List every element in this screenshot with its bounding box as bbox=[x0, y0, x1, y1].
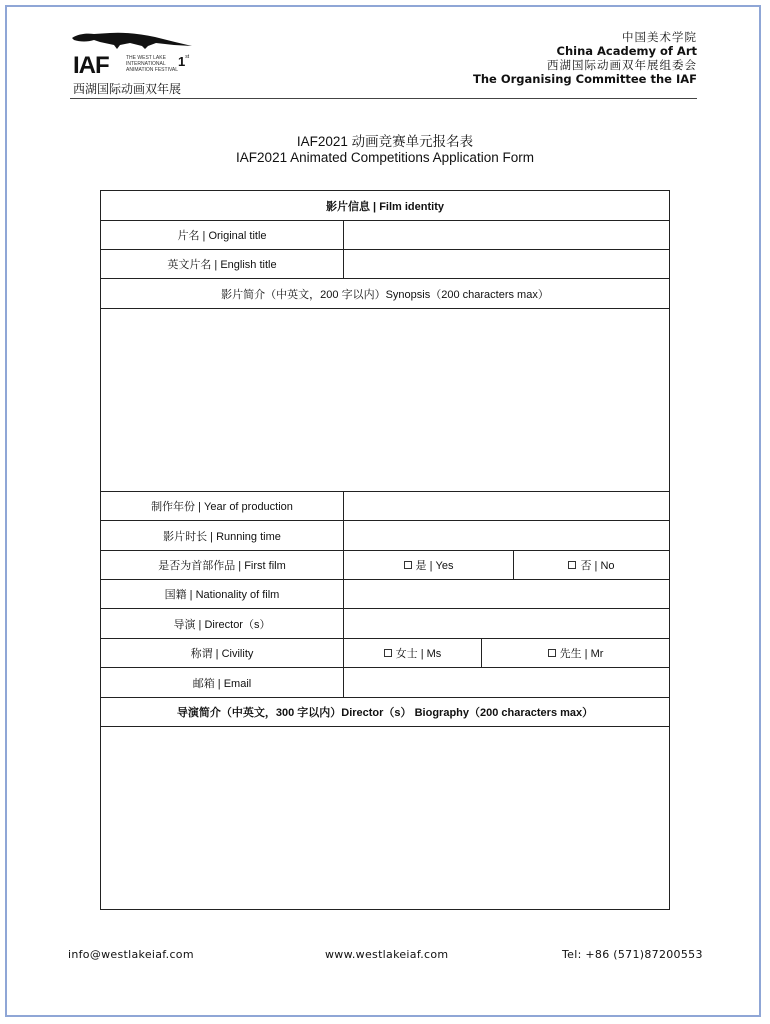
row-civility bbox=[101, 639, 669, 668]
english-title-field[interactable] bbox=[344, 250, 669, 278]
checkbox-icon[interactable] bbox=[548, 649, 556, 657]
row-film-identity bbox=[101, 191, 669, 221]
email-label: 邮箱 | Email bbox=[101, 668, 344, 697]
synopsis-field[interactable] bbox=[101, 309, 669, 492]
row-biography-heading bbox=[101, 698, 669, 727]
original-title-label: 片名 | Original title bbox=[101, 221, 344, 249]
film-identity-heading: 影片信息 | Film identity bbox=[326, 200, 444, 213]
nationality-label: 国籍 | Nationality of film bbox=[101, 580, 344, 608]
logo-subtitle: THE WEST LAKE INTERNATIONAL ANIMATION FESTIVAL bbox=[126, 55, 179, 73]
year-of-production-label: 制作年份 | Year of production bbox=[101, 492, 344, 520]
application-form-table bbox=[100, 190, 670, 910]
checkbox-icon[interactable] bbox=[404, 561, 412, 569]
footer-telephone: Tel: +86 (571)87200553 bbox=[562, 948, 703, 961]
org-en-academy: China Academy of Art bbox=[556, 44, 697, 58]
email-field[interactable] bbox=[344, 668, 669, 697]
row-first-film bbox=[101, 551, 669, 580]
footer-email-link[interactable]: info@westlakeiaf.com bbox=[68, 948, 194, 961]
form-title-en: IAF2021 Animated Competitions Application Form bbox=[236, 150, 534, 165]
running-time-label: 影片时长 | Running time bbox=[101, 521, 344, 550]
logo-edition: 1st bbox=[178, 54, 190, 69]
civility-mr-option[interactable]: 先生 | Mr bbox=[482, 639, 669, 667]
org-cn-academy: 中国美术学院 bbox=[622, 30, 697, 44]
synopsis-heading: 影片简介（中英文，200 字以内）Synopsis（200 characters max） bbox=[221, 288, 549, 301]
logo-chinese-name: 西湖国际动画双年展 bbox=[73, 82, 182, 96]
year-of-production-field[interactable] bbox=[344, 492, 669, 520]
row-synopsis-heading bbox=[101, 279, 669, 309]
nationality-field[interactable] bbox=[344, 580, 669, 608]
checkbox-icon[interactable] bbox=[568, 561, 576, 569]
row-running-time bbox=[101, 521, 669, 551]
row-english-title bbox=[101, 250, 669, 279]
checkbox-icon[interactable] bbox=[384, 649, 392, 657]
iaf-logo bbox=[70, 28, 200, 98]
biography-heading: 导演简介（中英文，300 字以内）Director（s） Biography（200 characters max） bbox=[176, 707, 594, 719]
row-year bbox=[101, 492, 669, 521]
directors-field[interactable] bbox=[344, 609, 669, 638]
logo-iaf-text: IAF bbox=[73, 52, 109, 79]
first-film-label: 是否为首部作品 | First film bbox=[101, 551, 344, 579]
running-time-field[interactable] bbox=[344, 521, 669, 550]
organisation-block bbox=[473, 30, 697, 86]
footer-website-link[interactable]: www.westlakeiaf.com bbox=[325, 948, 449, 961]
form-title-cn: IAF2021 动画竞赛单元报名表 bbox=[296, 134, 474, 149]
original-title-field[interactable] bbox=[344, 221, 669, 249]
civility-label: 称谓 | Civility bbox=[101, 639, 344, 667]
english-title-label: 英文片名 | English title bbox=[101, 250, 344, 278]
org-en-committee: The Organising Committee the IAF bbox=[473, 72, 697, 86]
lizard-icon bbox=[70, 28, 195, 52]
row-directors bbox=[101, 609, 669, 639]
row-original-title bbox=[101, 221, 669, 250]
org-cn-committee: 西湖国际动画双年展组委会 bbox=[547, 58, 697, 72]
biography-field[interactable] bbox=[101, 727, 669, 909]
directors-label: 导演 | Director（s） bbox=[101, 609, 344, 638]
row-email bbox=[101, 668, 669, 698]
row-nationality bbox=[101, 580, 669, 609]
first-film-no-option[interactable]: 否 | No bbox=[514, 551, 669, 579]
first-film-yes-option[interactable]: 是 | Yes bbox=[344, 551, 514, 579]
header-divider bbox=[70, 98, 697, 99]
civility-ms-option[interactable]: 女士 | Ms bbox=[344, 639, 482, 667]
